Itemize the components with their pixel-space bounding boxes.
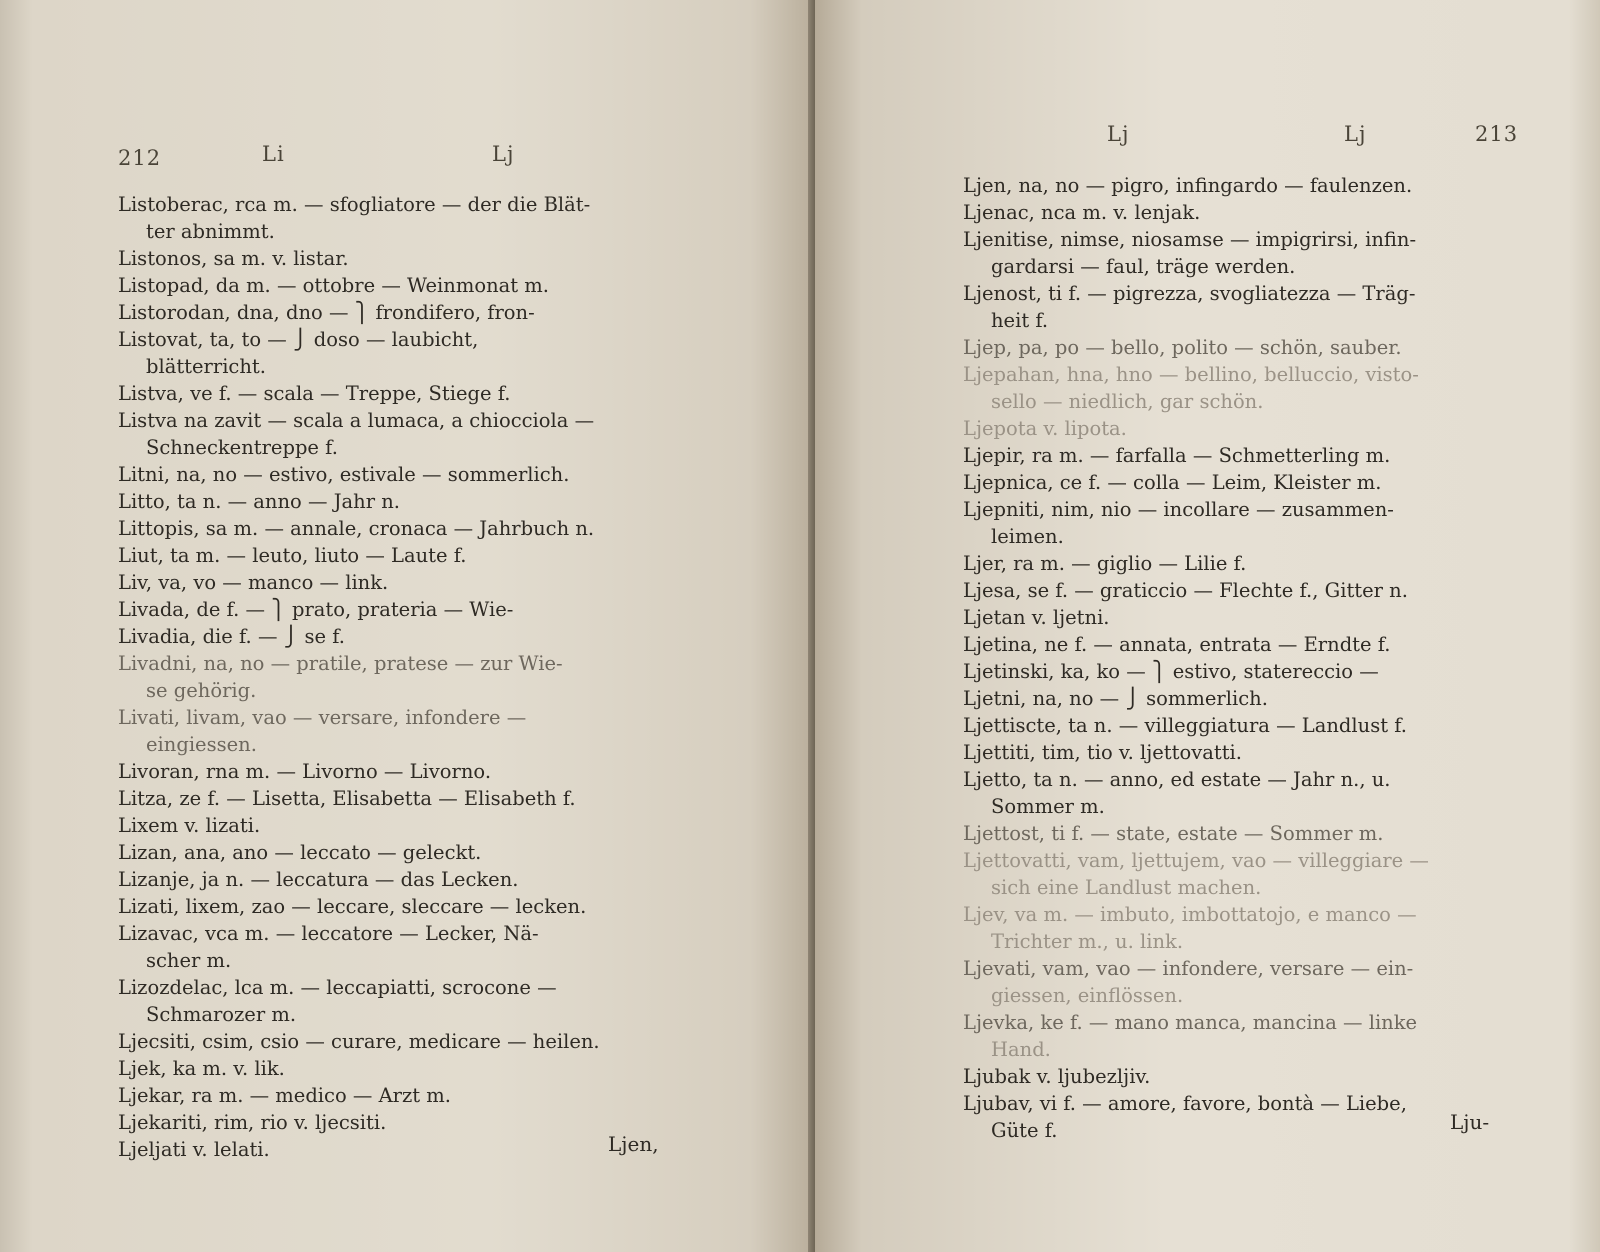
left-entry-list bbox=[118, 191, 678, 1163]
text-line: Ljesa, se f. — graticcio — Flechte f., Gitter n. bbox=[963, 579, 1408, 602]
text-line: Listorodan, dna, dno — ⎫ frondifero, fron- bbox=[118, 301, 535, 324]
text-line: Listonos, sa m. v. listar. bbox=[118, 247, 349, 270]
text-line: Ljepnica, ce f. — colla — Leim, Kleister m. bbox=[963, 471, 1382, 494]
text-line: Ljeljati v. lelati. bbox=[118, 1138, 270, 1161]
text-line: Livadni, na, no — pratile, pratese — zur Wie- bbox=[118, 652, 563, 675]
text-line: Sommer m. bbox=[991, 795, 1105, 818]
text-line: heit f. bbox=[991, 309, 1049, 332]
text-line: Ljek, ka m. v. lik. bbox=[118, 1057, 285, 1080]
page-number-left: 212 bbox=[118, 146, 162, 170]
text-line: Hand. bbox=[991, 1038, 1051, 1061]
text-line: Schneckentreppe f. bbox=[146, 436, 338, 459]
text-line: Lizozdelac, lca m. — leccapiatti, scrocone — bbox=[118, 976, 557, 999]
text-line: Listva na zavit — scala a lumaca, a chiocciola — bbox=[118, 409, 595, 432]
text-line: Ljekar, ra m. — medico — Arzt m. bbox=[118, 1084, 451, 1107]
text-line: Ljetto, ta n. — anno, ed estate — Jahr n., u. bbox=[963, 768, 1391, 791]
text-line: Livadia, die f. — ⎭ se f. bbox=[118, 625, 345, 648]
text-line: Liut, ta m. — leuto, liuto — Laute f. bbox=[118, 544, 467, 567]
text-line: giessen, einflössen. bbox=[991, 984, 1184, 1007]
text-line: Ljetan v. ljetni. bbox=[963, 606, 1110, 629]
text-line: Ljepahan, hna, hno — bellino, belluccio, visto- bbox=[963, 363, 1419, 386]
text-line: Listoberac, rca m. — sfogliatore — der die Blät- bbox=[118, 193, 591, 216]
text-line: Ljer, ra m. — giglio — Lilie f. bbox=[963, 552, 1247, 575]
text-line: Liv, va, vo — manco — link. bbox=[118, 571, 389, 594]
text-line: Ljenost, ti f. — pigrezza, svogliatezza — Träg- bbox=[963, 282, 1416, 305]
text-line: eingiessen. bbox=[146, 733, 257, 756]
text-line: Ljen, na, no — pigro, infingardo — faulenzen. bbox=[963, 174, 1413, 197]
text-line: ter abnimmt. bbox=[146, 220, 275, 243]
running-head-left-1: Li bbox=[262, 142, 285, 166]
text-line: Ljep, pa, po — bello, polito — schön, sauber. bbox=[963, 336, 1402, 359]
running-head-left-2: Lj bbox=[492, 142, 515, 166]
text-line: Listovat, ta, to — ⎭ doso — laubicht, bbox=[118, 328, 479, 351]
text-line: Ljettovatti, vam, ljettujem, vao — villeggiare — bbox=[963, 849, 1429, 872]
text-line: scher m. bbox=[146, 949, 232, 972]
text-line: Litza, ze f. — Lisetta, Elisabetta — Elisabeth f. bbox=[118, 787, 576, 810]
right-entry-list bbox=[963, 172, 1523, 1144]
text-line: Ljenac, nca m. v. lenjak. bbox=[963, 201, 1201, 224]
text-line: Livoran, rna m. — Livorno — Livorno. bbox=[118, 760, 492, 783]
text-line: Listopad, da m. — ottobre — Weinmonat m. bbox=[118, 274, 549, 297]
text-line: Schmarozer m. bbox=[146, 1003, 297, 1026]
text-line: Trichter m., u. link. bbox=[991, 930, 1184, 953]
text-line: blätterricht. bbox=[146, 355, 266, 378]
catchword-left: Ljen, bbox=[608, 1132, 659, 1156]
text-line: Ljubav, vi f. — amore, favore, bontà — Liebe, bbox=[963, 1092, 1407, 1115]
text-line: Ljepota v. lipota. bbox=[963, 417, 1127, 440]
text-line: Ljekariti, rim, rio v. ljecsiti. bbox=[118, 1111, 387, 1134]
text-line: Ljetinski, ka, ko — ⎫ estivo, statereccio — bbox=[963, 660, 1379, 683]
text-line: Ljevka, ke f. — mano manca, mancina — linke bbox=[963, 1011, 1418, 1034]
text-line: Lizan, ana, ano — leccato — geleckt. bbox=[118, 841, 482, 864]
text-line: Ljepir, ra m. — farfalla — Schmetterling m. bbox=[963, 444, 1391, 467]
text-line: Ljev, va m. — imbuto, imbottatojo, e manco — bbox=[963, 903, 1417, 926]
text-line: Livati, livam, vao — versare, infondere — bbox=[118, 706, 527, 729]
running-head-right-1: Lj bbox=[1107, 122, 1130, 146]
text-line: Ljubak v. ljubezljiv. bbox=[963, 1065, 1151, 1088]
text-line: Lizati, lixem, zao — leccare, sleccare — lecken. bbox=[118, 895, 587, 918]
running-head-right-2: Lj bbox=[1344, 122, 1367, 146]
text-line: Lizavac, vca m. — leccatore — Lecker, Nä- bbox=[118, 922, 539, 945]
text-line: se gehörig. bbox=[146, 679, 257, 702]
text-line: Ljettost, ti f. — state, estate — Sommer m. bbox=[963, 822, 1384, 845]
text-line: Litni, na, no — estivo, estivale — sommerlich. bbox=[118, 463, 570, 486]
text-line: Lizanje, ja n. — leccatura — das Lecken. bbox=[118, 868, 519, 891]
text-line: leimen. bbox=[991, 525, 1064, 548]
text-line: Litto, ta n. — anno — Jahr n. bbox=[118, 490, 400, 513]
text-line: Littopis, sa m. — annale, cronaca — Jahrbuch n. bbox=[118, 517, 595, 540]
text-line: Livada, de f. — ⎫ prato, prateria — Wie- bbox=[118, 598, 514, 621]
text-line: Ljettiscte, ta n. — villeggiatura — Landlust f. bbox=[963, 714, 1407, 737]
text-line: gardarsi — faul, träge werden. bbox=[991, 255, 1296, 278]
text-line: Ljenitise, nimse, niosamse — impigrirsi, infin- bbox=[963, 228, 1417, 251]
right-page bbox=[815, 0, 1600, 1252]
text-line: Listva, ve f. — scala — Treppe, Stiege f. bbox=[118, 382, 511, 405]
text-line: Ljetni, na, no — ⎭ sommerlich. bbox=[963, 687, 1268, 710]
text-line: Güte f. bbox=[991, 1119, 1058, 1142]
text-line: sich eine Landlust machen. bbox=[991, 876, 1262, 899]
text-line: Ljetina, ne f. — annata, entrata — Erndte f. bbox=[963, 633, 1391, 656]
text-line: Ljecsiti, csim, csio — curare, medicare — heilen. bbox=[118, 1030, 600, 1053]
text-line: Ljepniti, nim, nio — incollare — zusammen- bbox=[963, 498, 1394, 521]
text-line: sello — niedlich, gar schön. bbox=[991, 390, 1264, 413]
text-line: Lixem v. lizati. bbox=[118, 814, 261, 837]
text-line: Ljevati, vam, vao — infondere, versare — ein- bbox=[963, 957, 1414, 980]
page-number-right: 213 bbox=[1475, 122, 1519, 146]
catchword-right: Lju- bbox=[1450, 1110, 1490, 1134]
text-line: Ljettiti, tim, tio v. ljettovatti. bbox=[963, 741, 1242, 764]
